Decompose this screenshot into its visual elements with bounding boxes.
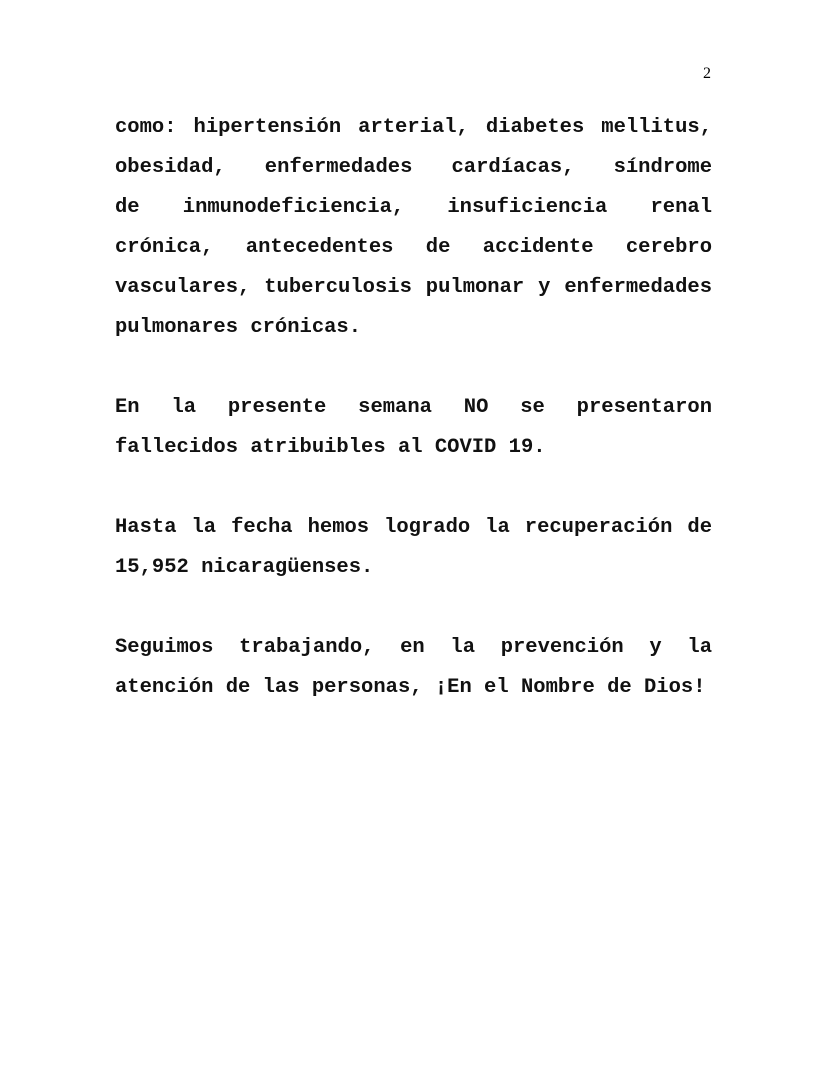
text-line: atención de las personas, ¡En el Nombre de Dios! xyxy=(115,676,706,699)
text-line: Seguimos trabajando, en la prevención y la xyxy=(115,636,712,659)
text-line: de inmunodeficiencia, insuficiencia renal xyxy=(115,196,712,219)
document-body xyxy=(115,112,712,752)
text-line: En la presente semana NO se presentaron xyxy=(115,396,712,419)
text-line: fallecidos atribuibles al COVID 19. xyxy=(115,436,546,459)
paragraph-deaths xyxy=(115,392,712,472)
paragraph-comorbidities xyxy=(115,112,712,352)
text-line: 15,952 nicaragüenses. xyxy=(115,556,374,579)
paragraph-closing xyxy=(115,632,712,712)
page-number: 2 xyxy=(703,65,711,82)
text-line: pulmonares crónicas. xyxy=(115,316,362,339)
text-line: crónica, antecedentes de accidente cerebro xyxy=(115,236,712,259)
text-line: como: hipertensión arterial, diabetes mellitus, xyxy=(115,116,712,139)
paragraph-recoveries xyxy=(115,512,712,592)
text-line: vasculares, tuberculosis pulmonar y enfermedades xyxy=(115,276,712,299)
text-line: obesidad, enfermedades cardíacas, síndrome xyxy=(115,156,712,179)
text-line: Hasta la fecha hemos logrado la recuperación de xyxy=(115,516,712,539)
